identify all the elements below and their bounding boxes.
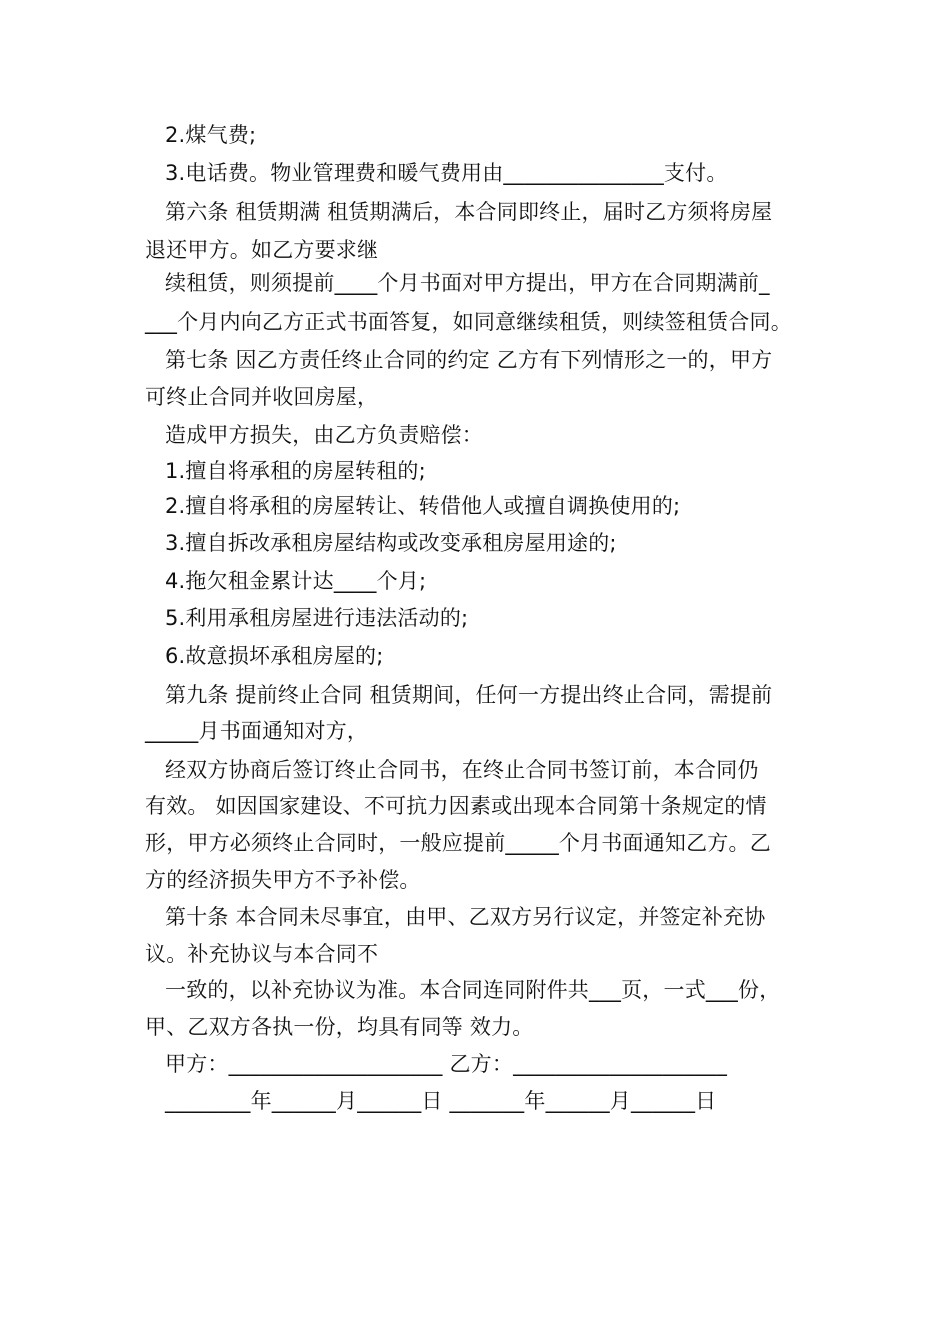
article-10-line: 议。补充协议与本合同不 (145, 942, 379, 966)
article-9-heading-line: 第九条 提前终止合同 租赁期间，任何一方提出终止合同，需提前 (165, 683, 773, 707)
article-9-line: 形，甲方必须终止合同时，一般应提前_____个月书面通知乙方。乙 (145, 831, 771, 855)
list-item: 5.利用承租房屋进行违法活动的; (165, 606, 469, 630)
article-6-heading-line: 第六条 租赁期满 租赁期满后，本合同即终止，届时乙方须将房屋 (165, 200, 773, 224)
list-item: 2.擅自将承租的房屋转让、转借他人或擅自调换使用的; (165, 494, 681, 518)
date-line: ________年______月______日 _______年______月______日 (165, 1089, 717, 1113)
article-7-line: 可终止合同并收回房屋， (145, 385, 379, 409)
article-9-line: 方的经济损失甲方不予补偿。 (145, 868, 421, 892)
list-item: 6.故意损坏承租房屋的; (165, 644, 384, 668)
article-6-line: 续租赁，则须提前____个月书面对甲方提出，甲方在合同期满前_ (165, 271, 770, 295)
article-6-line: ___个月内向乙方正式书面答复，如同意继续租赁，则续签租赁合同。 (145, 310, 792, 334)
article-9-line: 有效。 如因国家建设、不可抗力因素或出现本合同第十条规定的情 (145, 794, 767, 818)
article-10-line: 一致的，以补充协议为准。本合同连同附件共___页，一式___份， (165, 978, 781, 1002)
article-6-line: 退还甲方。如乙方要求继 (145, 238, 379, 262)
article-9-line: 经双方协商后签订终止合同书，在终止合同书签订前，本合同仍 (165, 758, 759, 782)
article-10-heading-line: 第十条 本合同未尽事宜，由甲、乙双方另行议定，并签定补充协 (165, 905, 766, 929)
clause-line-gas-fee: 2.煤气费; (165, 123, 257, 147)
article-7-line: 造成甲方损失，由乙方负责赔偿： (165, 423, 483, 447)
list-item: 4.拖欠租金累计达____个月; (165, 569, 427, 593)
article-7-heading-line: 第七条 因乙方责任终止合同的约定 乙方有下列情形之一的，甲方 (165, 348, 773, 372)
list-item: 1.擅自将承租的房屋转租的; (165, 459, 426, 483)
signature-line: 甲方：____________________ 乙方：____________________ (165, 1052, 728, 1076)
clause-line-phone-fee: 3.电话费。物业管理费和暖气费用由_______________支付。 (165, 161, 728, 185)
article-10-line: 甲、乙双方各执一份，均具有同等 效力。 (145, 1015, 534, 1039)
list-item: 3.擅自拆改承租房屋结构或改变承租房屋用途的; (165, 531, 617, 555)
article-9-line: _____月书面通知对方， (145, 719, 369, 743)
